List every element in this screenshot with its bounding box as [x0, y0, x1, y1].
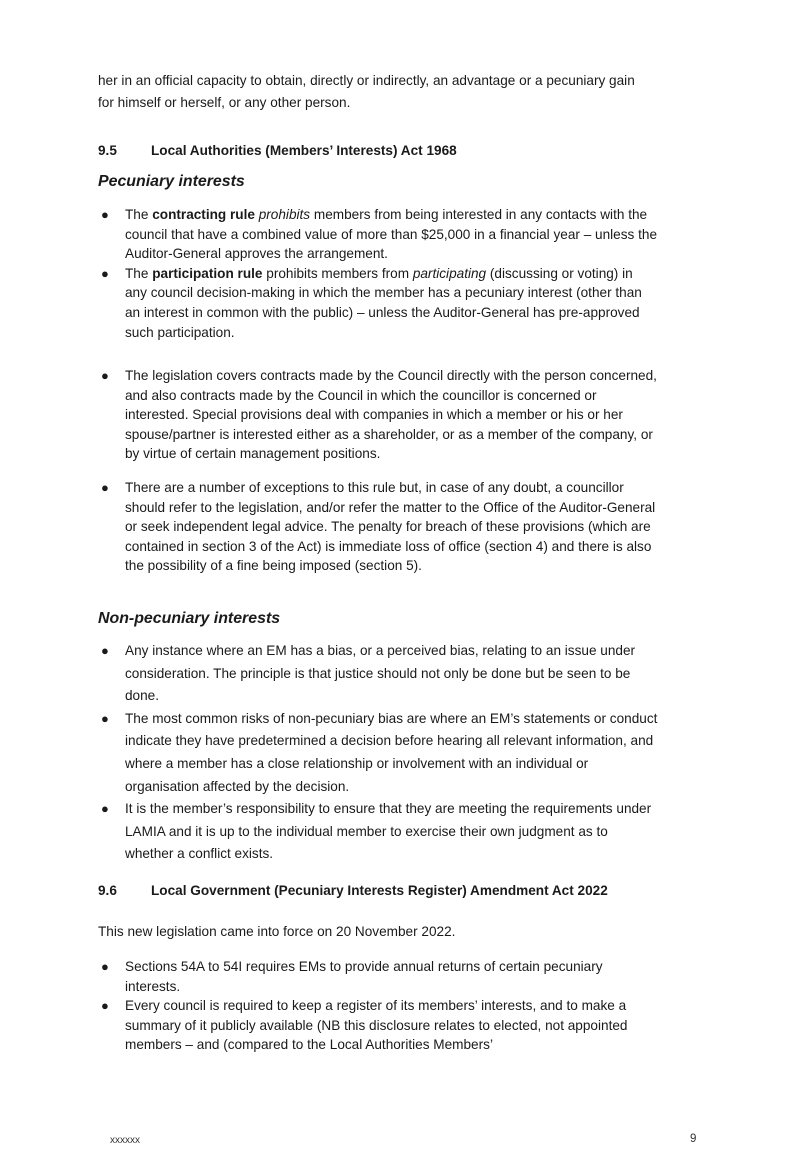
- section-number: 9.5: [98, 143, 117, 158]
- non-pecuniary-list: [98, 640, 658, 866]
- section-title: Local Government (Pecuniary Interests Register) Amendment Act 2022: [151, 883, 608, 898]
- section-9-6-intro: This new legislation came into force on 20 November 2022.: [98, 924, 456, 939]
- bullet-icon: ●: [101, 801, 109, 817]
- bullet-icon: ●: [101, 207, 109, 222]
- list-item: ● The legislation covers contracts made by the Council directly with the person concerned, and also contracts made by the Council in which the councillor is concerned or interested. Special provisions deal with companies in which a member or his or her spouse/partner is interested either as a shareholder, or as a member of the company, or by virtue of certain management positions.: [101, 368, 657, 462]
- footer-document-reference: xxxxxx: [110, 1135, 140, 1146]
- bullet-icon: ●: [101, 368, 109, 383]
- list-item: ● It is the member’s responsibility to ensure that they are meeting the requirements under LAMIA and it is up to the individual member to exercise their own judgment as to whether a conflict exists.: [98, 798, 658, 866]
- legislation-coverage-list: [98, 366, 658, 576]
- non-pecuniary-interests-heading: Non-pecuniary interests: [98, 610, 281, 627]
- list-item: ● Any instance where an EM has a bias, or a perceived bias, relating to an issue under consideration. The principle is that justice should not only be done but be seen to be done.: [98, 640, 658, 708]
- list-item: ● The most common risks of non-pecuniary bias are where an EM’s statements or conduct indicate they have predetermined a decision before hearing all relevant information, and where a member has a close relationship or involvement with an individual or organisation affected by the decision.: [98, 708, 658, 798]
- section-9-6-heading: [98, 881, 608, 901]
- section-title: Local Authorities (Members’ Interests) Act 1968: [151, 143, 457, 158]
- section-9-5-heading: [98, 141, 457, 161]
- bullet-icon: ●: [101, 479, 109, 495]
- list-item: ● The contracting rule prohibits members from being interested in any contacts with the council that have a combined value of more than $25,000 in a financial year – unless the Auditor-General approves the arrangement.: [101, 207, 658, 262]
- intro-line-1: her in an official capacity to obtain, directly or indirectly, an advantage or a pecuniary gain: [98, 73, 635, 88]
- bullet-icon: ●: [101, 265, 109, 281]
- section-number: 9.6: [98, 883, 117, 898]
- bullet-icon: ●: [101, 710, 109, 726]
- pecuniary-interests-heading: Pecuniary interests: [98, 173, 245, 190]
- list-item: ● There are a number of exceptions to this rule but, in case of any doubt, a councillor should refer to the legislation, and/or refer the matter to the Office of the Auditor-General or seek independent legal advice. The penalty for breach of these provisions (which are contained in section 3 of the Act) is immediate loss of office (section 4) and there is also the possibility of a fine being imposed (section 5).: [101, 479, 656, 574]
- pecuniary-rules-list: [98, 205, 658, 342]
- list-item: ● Every council is required to keep a register of its members’ interests, and to make a summary of it publicly available (NB this disclosure relates to elected, not appointed members – and (compared to the Local Authorities Members’: [101, 998, 628, 1053]
- list-item: ● Sections 54A to 54I requires EMs to provide annual returns of certain pecuniary interests.: [101, 959, 603, 994]
- intro-paragraph: [98, 70, 698, 114]
- page-number: 9: [690, 1133, 697, 1145]
- bullet-icon: ●: [101, 643, 109, 658]
- list-item: ● The participation rule prohibits members from participating (discussing or voting) in any council decision-making in which the member has a pecuniary interest (other than an interest in common with the public) – unless the Auditor-General has pre-approved such participation.: [101, 265, 642, 340]
- bullet-icon: ●: [101, 998, 109, 1014]
- intro-line-2: for himself or herself, or any other person.: [98, 95, 351, 110]
- pecuniary-register-list: [98, 957, 658, 1055]
- bullet-icon: ●: [101, 959, 109, 974]
